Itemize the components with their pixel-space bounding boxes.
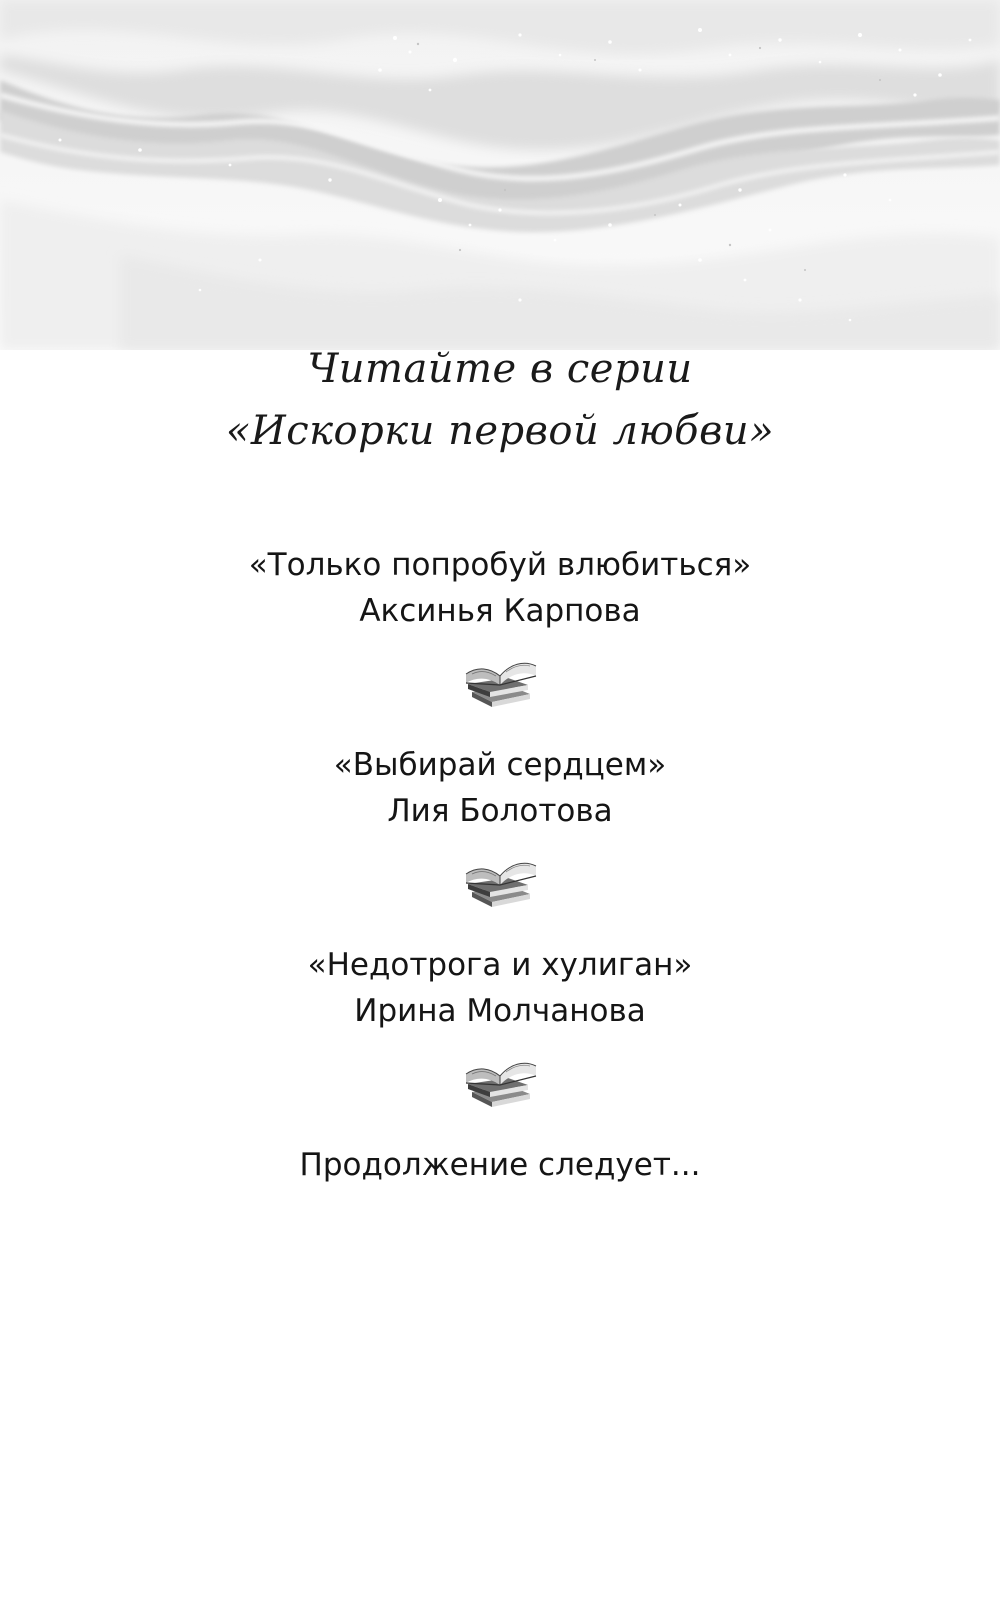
continuation-text: Продолжение следует... [299,1147,701,1183]
book-stack-icon [458,852,542,908]
book-title: «Выбирай сердцем» [333,747,667,783]
book-title: «Недотрога и хулиган» [307,947,693,983]
series-heading-line2: «Искорки первой любви» [225,408,775,454]
book-stack-icon [458,1052,542,1108]
book-author: Лия Болотова [387,793,613,829]
book-entry [0,942,1000,1034]
book-entry [0,542,1000,634]
watercolor-header-illustration [0,0,1000,350]
book-title: «Только попробуй влюбиться» [248,547,752,583]
book-entry [0,742,1000,834]
book-author: Ирина Молчанова [354,993,646,1029]
series-heading [0,338,1000,462]
book-author: Аксинья Карпова [359,593,641,629]
series-heading-line1: Читайте в серии [307,346,693,392]
book-stack-icon [458,652,542,708]
